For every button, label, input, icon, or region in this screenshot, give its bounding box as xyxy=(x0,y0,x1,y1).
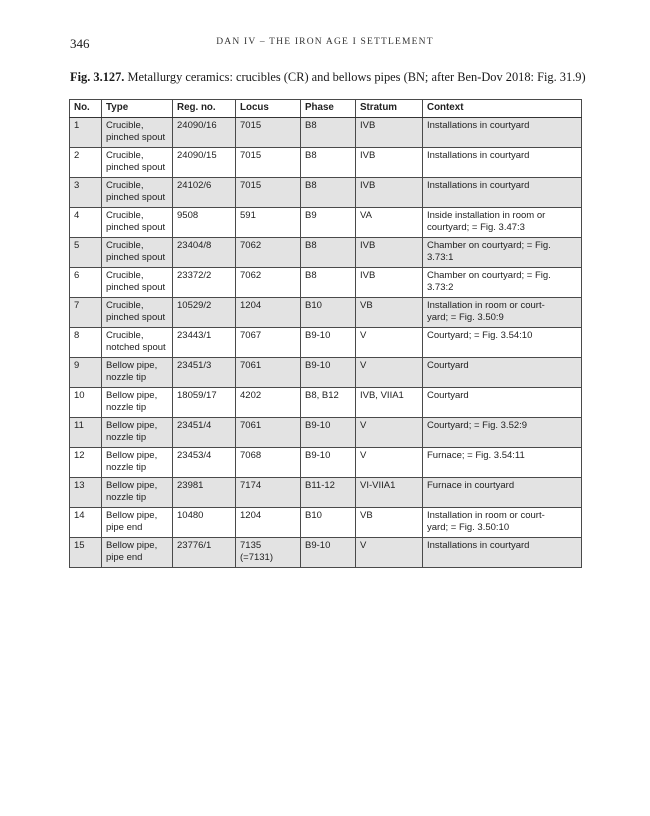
cell-no: 14 xyxy=(70,508,102,538)
table-row xyxy=(70,328,582,358)
cell-line: pinched spout xyxy=(106,221,166,233)
cell-locus: 7061 xyxy=(236,358,301,388)
cell-line: pinched spout xyxy=(106,191,166,203)
table-row xyxy=(70,478,582,508)
cell-line: Chamber on courtyard; = Fig. 3.73:2 xyxy=(427,270,551,293)
cell-line: Furnace; = Fig. 3.54:11 xyxy=(427,450,525,461)
cell-locus: 7062 xyxy=(236,238,301,268)
cell-type xyxy=(102,538,173,568)
cell-type xyxy=(102,118,173,148)
cell-line: yard; = Fig. 3.50:9 xyxy=(427,311,504,323)
cell-line: Crucible, xyxy=(106,330,144,341)
cell-line: Courtyard xyxy=(427,360,469,371)
cell-phase: B8, B12 xyxy=(301,388,356,418)
cell-locus: 7174 xyxy=(236,478,301,508)
cell-stratum: V xyxy=(356,418,423,448)
table-row xyxy=(70,178,582,208)
cell-no: 7 xyxy=(70,298,102,328)
cell-no: 2 xyxy=(70,148,102,178)
cell-type xyxy=(102,178,173,208)
table-row xyxy=(70,148,582,178)
cell-locus: 591 xyxy=(236,208,301,238)
cell-phase: B11-12 xyxy=(301,478,356,508)
cell-line: pipe end xyxy=(106,521,143,533)
cell-locus: 7068 xyxy=(236,448,301,478)
cell-type xyxy=(102,358,173,388)
cell-locus: 1204 xyxy=(236,298,301,328)
cell-phase: B8 xyxy=(301,118,356,148)
cell-type xyxy=(102,148,173,178)
cell-type xyxy=(102,448,173,478)
cell-line: Crucible, xyxy=(106,180,144,191)
cell-locus: 7061 xyxy=(236,418,301,448)
column-header: Type xyxy=(102,100,173,118)
running-title: DAN IV – THE IRON AGE I SETTLEMENT xyxy=(216,37,434,47)
cell-reg-no: 24102/6 xyxy=(173,178,236,208)
cell-context xyxy=(423,538,582,568)
cell-stratum: IVB xyxy=(356,238,423,268)
cell-reg-no: 18059/17 xyxy=(173,388,236,418)
cell-locus: 7015 xyxy=(236,178,301,208)
cell-type xyxy=(102,478,173,508)
table-row xyxy=(70,238,582,268)
cell-stratum: VB xyxy=(356,508,423,538)
cell-reg-no: 23453/4 xyxy=(173,448,236,478)
cell-phase: B9-10 xyxy=(301,448,356,478)
cell-type xyxy=(102,208,173,238)
table-row xyxy=(70,298,582,328)
cell-locus: 4202 xyxy=(236,388,301,418)
caption-text: Metallurgy ceramics: crucibles (CR) and bellows pipes (BN; after Ben-Dov 2018: Fig. 31.9) xyxy=(124,70,586,84)
cell-type xyxy=(102,238,173,268)
cell-no: 12 xyxy=(70,448,102,478)
cell-line: Bellow pipe, xyxy=(106,360,158,371)
cell-line: courtyard; = Fig. 3.47:3 xyxy=(427,221,525,233)
cell-line: Crucible, xyxy=(106,270,144,281)
column-header: Stratum xyxy=(356,100,423,118)
cell-locus: 1204 xyxy=(236,508,301,538)
table-row xyxy=(70,448,582,478)
cell-reg-no: 23451/3 xyxy=(173,358,236,388)
cell-stratum: V xyxy=(356,328,423,358)
cell-context xyxy=(423,178,582,208)
cell-line: nozzle tip xyxy=(106,401,147,413)
cell-line: Bellow pipe, xyxy=(106,390,158,401)
cell-line: Crucible, xyxy=(106,120,144,131)
cell-type xyxy=(102,418,173,448)
cell-locus: 7067 xyxy=(236,328,301,358)
running-head xyxy=(70,36,580,52)
cell-no: 5 xyxy=(70,238,102,268)
cell-phase: B8 xyxy=(301,148,356,178)
column-header: Locus xyxy=(236,100,301,118)
cell-no: 13 xyxy=(70,478,102,508)
cell-line: Crucible, xyxy=(106,240,144,251)
cell-no: 3 xyxy=(70,178,102,208)
cell-line: pinched spout xyxy=(106,161,166,173)
cell-context xyxy=(423,508,582,538)
cell-reg-no: 9508 xyxy=(173,208,236,238)
cell-line: Installations in courtyard xyxy=(427,540,530,551)
cell-locus: 7015 xyxy=(236,118,301,148)
cell-line: Courtyard; = Fig. 3.52:9 xyxy=(427,420,528,431)
table-row xyxy=(70,268,582,298)
cell-locus: 7135 (=7131) xyxy=(236,538,301,568)
cell-reg-no: 10529/2 xyxy=(173,298,236,328)
cell-line: Installations in courtyard xyxy=(427,180,530,191)
cell-line: Bellow pipe, xyxy=(106,480,158,491)
cell-line: Crucible, xyxy=(106,150,144,161)
cell-phase: B9-10 xyxy=(301,358,356,388)
table-row xyxy=(70,508,582,538)
cell-type xyxy=(102,298,173,328)
cell-line: Courtyard xyxy=(427,390,469,401)
table-row xyxy=(70,358,582,388)
cell-stratum: VB xyxy=(356,298,423,328)
cell-phase: B10 xyxy=(301,298,356,328)
cell-line: nozzle tip xyxy=(106,461,147,473)
cell-line: notched spout xyxy=(106,341,166,353)
cell-type xyxy=(102,268,173,298)
cell-line: Bellow pipe, xyxy=(106,420,158,431)
cell-no: 8 xyxy=(70,328,102,358)
cell-line: Courtyard; = Fig. 3.54:10 xyxy=(427,330,533,341)
cell-no: 9 xyxy=(70,358,102,388)
cell-line: Bellow pipe, xyxy=(106,510,158,521)
cell-line: nozzle tip xyxy=(106,491,147,503)
cell-type xyxy=(102,508,173,538)
cell-line: yard; = Fig. 3.50:10 xyxy=(427,521,510,533)
cell-reg-no: 24090/15 xyxy=(173,148,236,178)
cell-context xyxy=(423,448,582,478)
cell-stratum: IVB, VIIA1 xyxy=(356,388,423,418)
table-row xyxy=(70,418,582,448)
cell-reg-no: 23404/8 xyxy=(173,238,236,268)
cell-line: pinched spout xyxy=(106,311,166,323)
table-row xyxy=(70,208,582,238)
cell-stratum: V xyxy=(356,448,423,478)
cell-context xyxy=(423,358,582,388)
cell-reg-no: 10480 xyxy=(173,508,236,538)
cell-context xyxy=(423,268,582,298)
cell-reg-no: 23443/1 xyxy=(173,328,236,358)
cell-reg-no: 23372/2 xyxy=(173,268,236,298)
table-header-row xyxy=(70,100,582,118)
cell-line: Installations in courtyard xyxy=(427,150,530,161)
cell-type xyxy=(102,328,173,358)
cell-type xyxy=(102,388,173,418)
cell-context xyxy=(423,238,582,268)
cell-line: Crucible, xyxy=(106,300,144,311)
cell-stratum: IVB xyxy=(356,178,423,208)
cell-line: pinched spout xyxy=(106,131,166,143)
cell-phase: B8 xyxy=(301,178,356,208)
cell-context xyxy=(423,478,582,508)
cell-stratum: IVB xyxy=(356,148,423,178)
cell-stratum: V xyxy=(356,538,423,568)
cell-line: Chamber on courtyard; = Fig. 3.73:1 xyxy=(427,240,551,263)
cell-no: 4 xyxy=(70,208,102,238)
cell-stratum: VI-VIIA1 xyxy=(356,478,423,508)
table-row xyxy=(70,118,582,148)
column-header: No. xyxy=(70,100,102,118)
cell-no: 15 xyxy=(70,538,102,568)
cell-reg-no: 23776/1 xyxy=(173,538,236,568)
cell-stratum: V xyxy=(356,358,423,388)
cell-phase: B9-10 xyxy=(301,328,356,358)
cell-line: nozzle tip xyxy=(106,371,147,383)
column-header: Context xyxy=(423,100,582,118)
column-header: Reg. no. xyxy=(173,100,236,118)
figure-label: Fig. 3.127. xyxy=(70,70,125,84)
cell-context xyxy=(423,118,582,148)
cell-locus: 7062 xyxy=(236,268,301,298)
cell-phase: B9-10 xyxy=(301,538,356,568)
cell-line: pinched spout xyxy=(106,251,166,263)
cell-no: 10 xyxy=(70,388,102,418)
cell-context xyxy=(423,388,582,418)
cell-reg-no: 24090/16 xyxy=(173,118,236,148)
cell-phase: B8 xyxy=(301,268,356,298)
cell-phase: B8 xyxy=(301,238,356,268)
cell-line: pinched spout xyxy=(106,281,166,293)
cell-line: Inside installation in room or xyxy=(427,210,546,221)
cell-context xyxy=(423,148,582,178)
cell-phase: B10 xyxy=(301,508,356,538)
cell-line: nozzle tip xyxy=(106,431,147,443)
cell-line: Installation in room or court- xyxy=(427,300,545,311)
table-body xyxy=(70,118,582,568)
cell-line: Installations in courtyard xyxy=(427,120,530,131)
figure-caption xyxy=(70,70,590,85)
cell-no: 11 xyxy=(70,418,102,448)
cell-context xyxy=(423,328,582,358)
cell-reg-no: 23981 xyxy=(173,478,236,508)
cell-no: 1 xyxy=(70,118,102,148)
cell-no: 6 xyxy=(70,268,102,298)
cell-reg-no: 23451/4 xyxy=(173,418,236,448)
cell-context xyxy=(423,418,582,448)
cell-stratum: IVB xyxy=(356,118,423,148)
cell-context xyxy=(423,208,582,238)
cell-phase: B9-10 xyxy=(301,418,356,448)
column-header: Phase xyxy=(301,100,356,118)
cell-line: Bellow pipe, xyxy=(106,450,158,461)
cell-line: Furnace in courtyard xyxy=(427,480,515,491)
cell-stratum: VA xyxy=(356,208,423,238)
cell-context xyxy=(423,298,582,328)
cell-locus: 7015 xyxy=(236,148,301,178)
table-row xyxy=(70,388,582,418)
cell-line: Installation in room or court- xyxy=(427,510,545,521)
metallurgy-table xyxy=(69,99,582,568)
cell-line: pipe end xyxy=(106,551,143,563)
cell-phase: B9 xyxy=(301,208,356,238)
cell-stratum: IVB xyxy=(356,268,423,298)
cell-line: Crucible, xyxy=(106,210,144,221)
cell-line: Bellow pipe, xyxy=(106,540,158,551)
page-number: 346 xyxy=(70,36,90,51)
table-row xyxy=(70,538,582,568)
